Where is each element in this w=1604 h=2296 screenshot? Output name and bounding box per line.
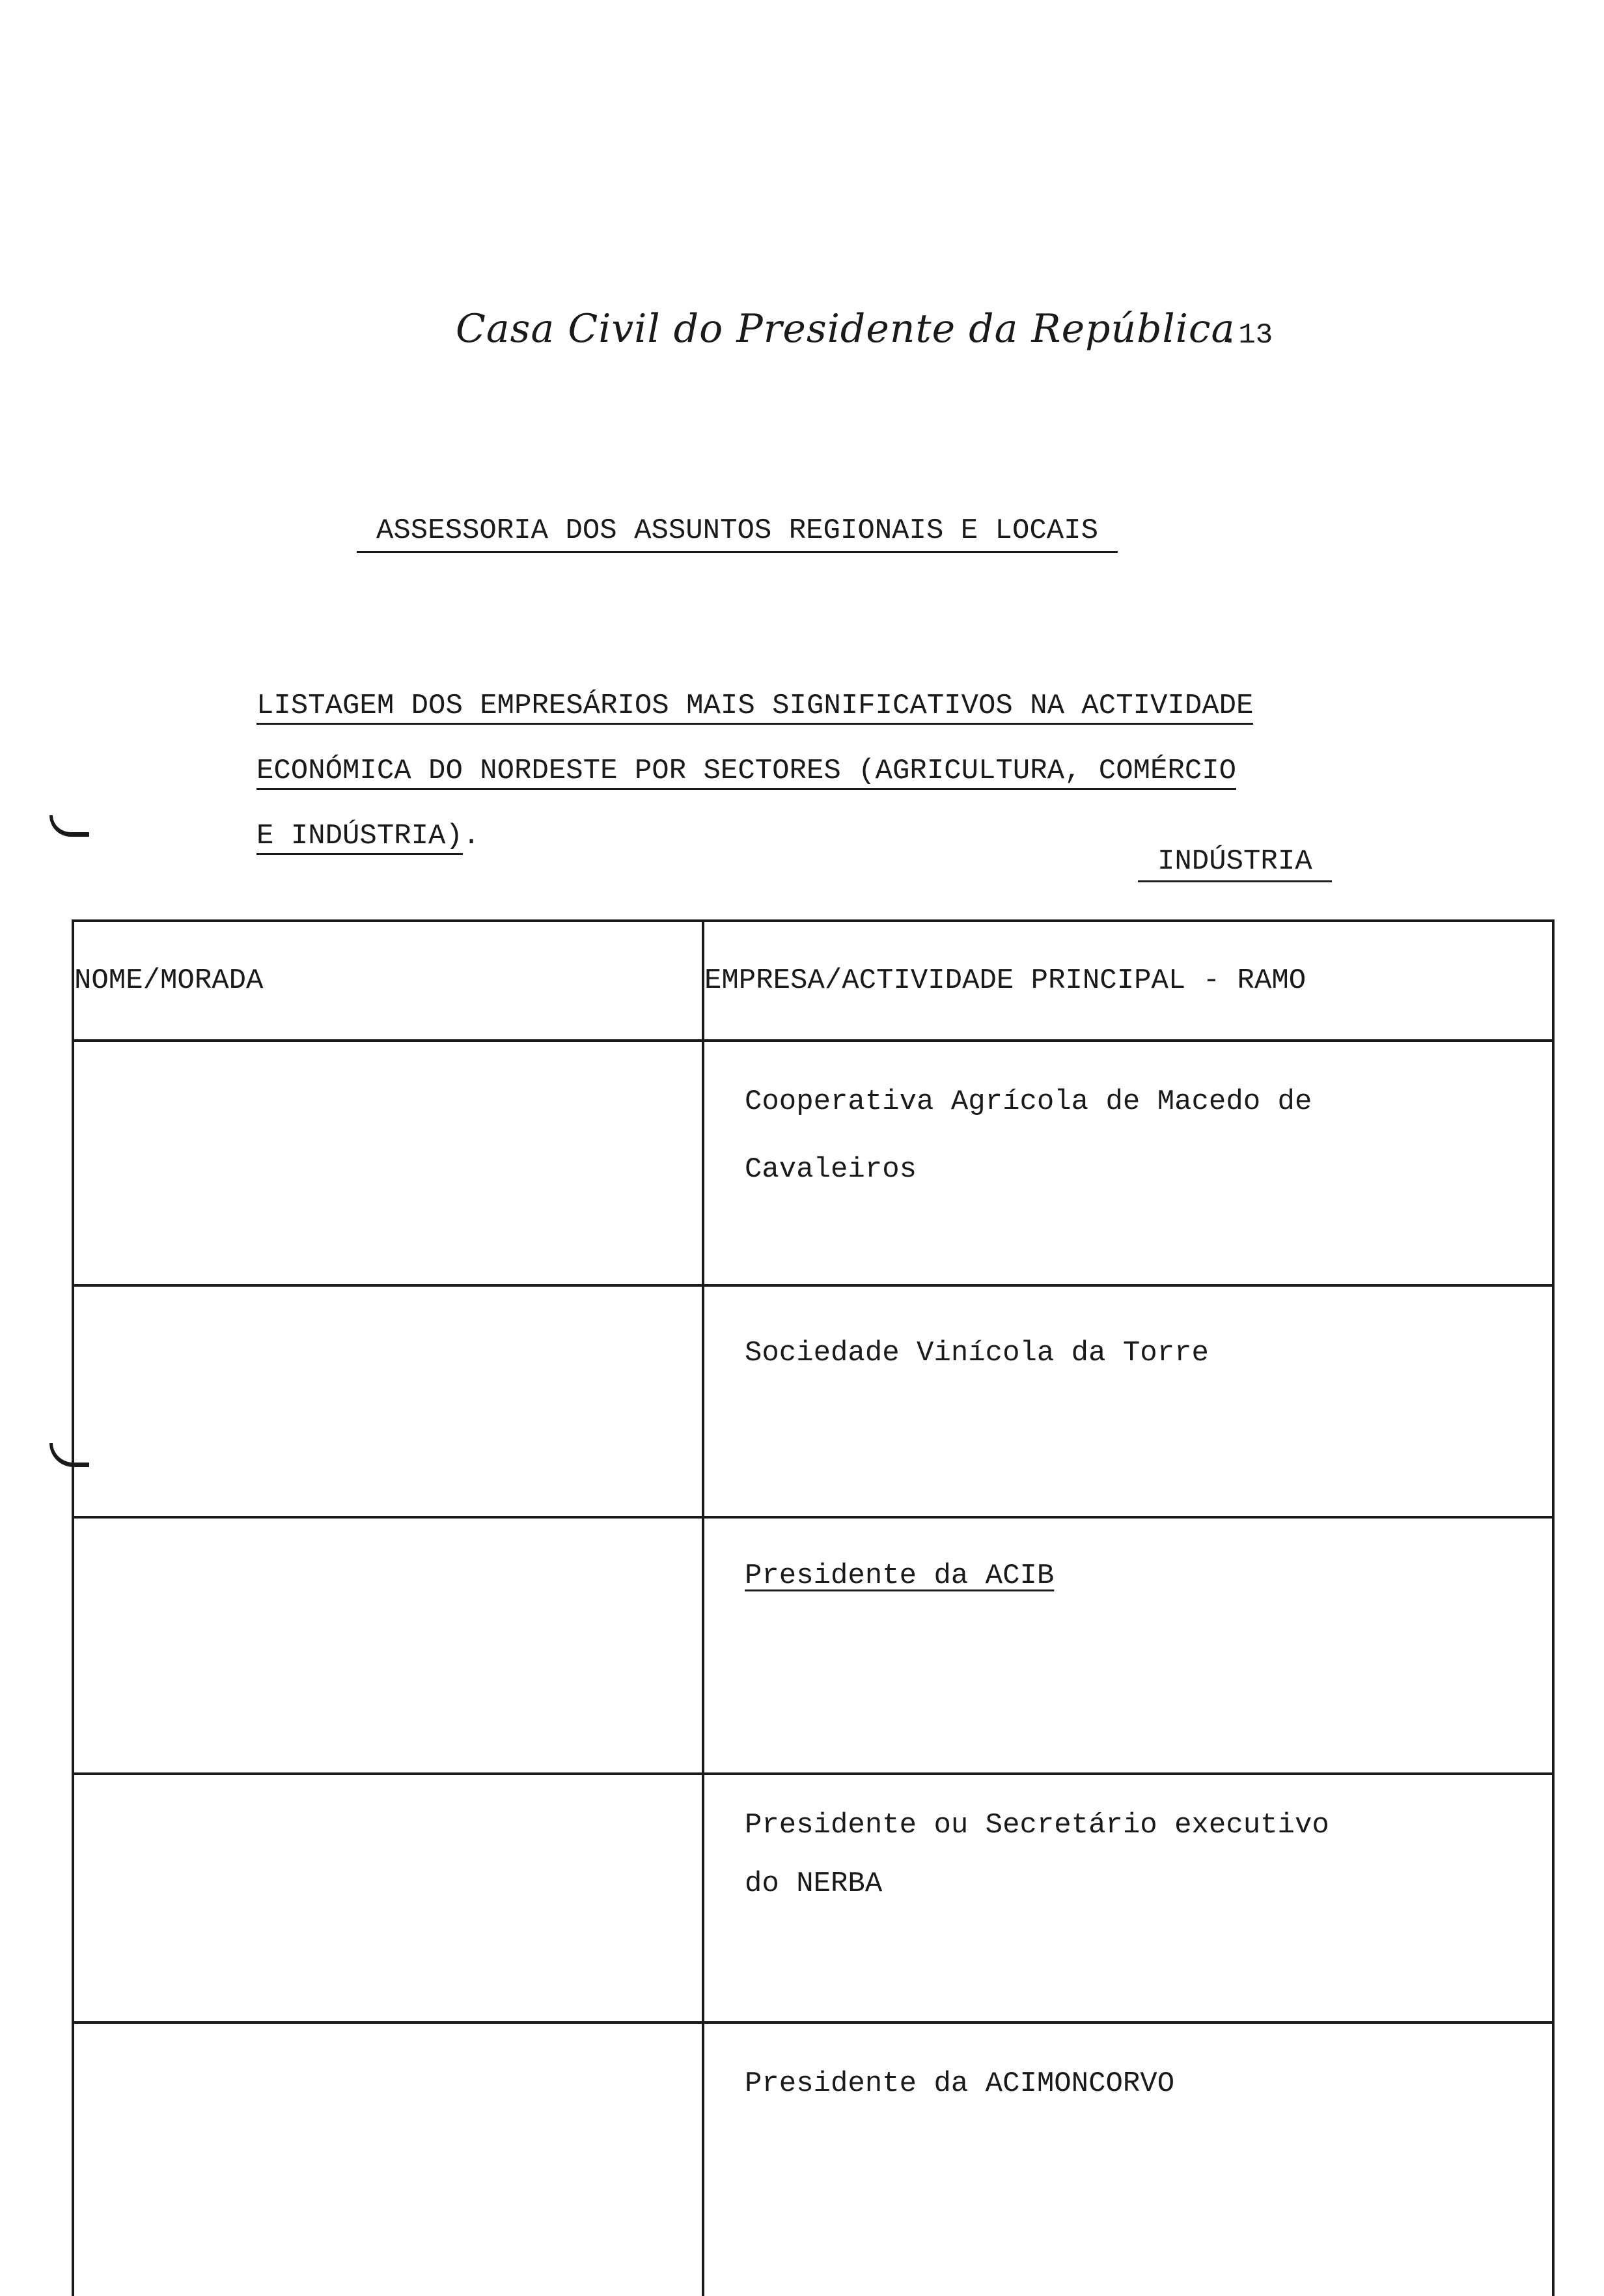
intro-paragraph [256,673,1253,869]
header-name-address: NOME/MORADA [73,921,703,1041]
department-title: ASSESSORIA DOS ASSUNTOS REGIONAIS E LOCAIS [357,514,1118,553]
company-cell [703,1285,1553,1517]
letterhead: Casa Civil do Presidente da República [456,306,1236,352]
table-row [73,1285,1553,1517]
company-line: do NERBA [745,1868,883,1900]
margin-mark [49,815,89,837]
table-header-row [73,921,1553,1041]
header-company-activity: EMPRESA/ACTIVIDADE PRINCIPAL - RAMO [703,921,1553,1041]
company-line: Presidente da ACIB [745,1560,1055,1592]
company-cell [703,1041,1553,1285]
name-address-cell [73,2023,703,2296]
page-number: .13 [1221,319,1273,352]
business-listing-table [72,919,1555,2296]
table-row [73,1774,1553,2023]
sector-label: INDÚSTRIA [1138,845,1332,882]
company-cell [703,2023,1553,2296]
company-line: Presidente da ACIMONCORVO [745,2067,1175,2100]
intro-line-3-end: . [462,820,480,852]
intro-line-2: ECONÓMICA DO NORDESTE POR SECTORES (AGRICULTURA, COMÉRCIO [256,755,1236,790]
company-line: Cavaleiros [745,1153,917,1186]
name-address-cell [73,1774,703,2023]
company-cell [703,1517,1553,1774]
company-line: Presidente ou Secretário executivo [745,1809,1329,1841]
company-line: Cooperativa Agrícola de Macedo de [745,1085,1312,1118]
intro-line-1: LISTAGEM DOS EMPRESÁRIOS MAIS SIGNIFICATIVOS NA ACTIVIDADE [256,690,1253,725]
intro-line-3: E INDÚSTRIA) [256,820,463,855]
name-address-cell [73,1285,703,1517]
table-row [73,1041,1553,1285]
company-line: Sociedade Vinícola da Torre [745,1337,1209,1369]
table-row [73,2023,1553,2296]
name-address-cell [73,1041,703,1285]
company-cell [703,1774,1553,2023]
name-address-cell [73,1517,703,1774]
table-row [73,1517,1553,1774]
